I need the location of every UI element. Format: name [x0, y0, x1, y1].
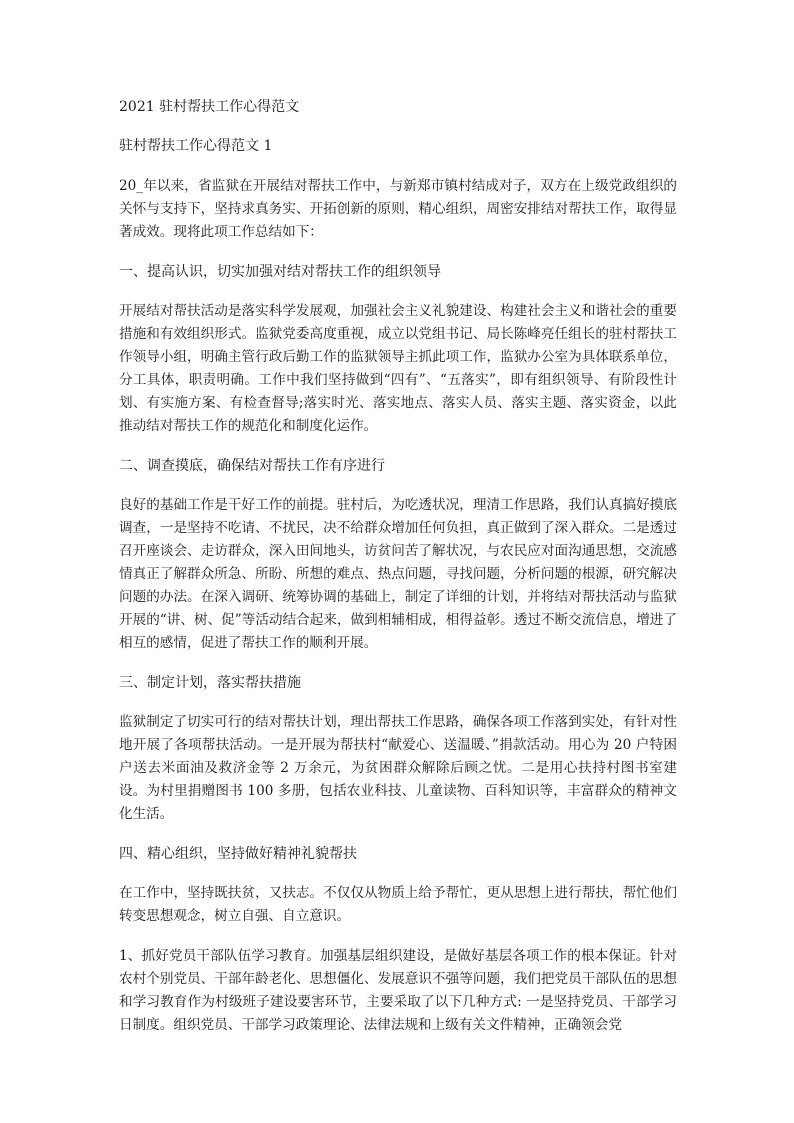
section-heading-1: 一、提高认识，切实加强对结对帮扶工作的组织领导 — [119, 264, 441, 280]
section-body-1: 开展结对帮扶活动是落实科学发展观，加强社会主义礼貌建设、构建社会主义和谐社会的重要措施和有效组织形式。监狱党委高度重视，成立以党组书记、局长陈峰亮任组长的驻村帮扶工作领导小组，明确主管行政后勤工作的监狱领导主抓此项工作，监狱办公室为具体联系单位，分工具体，职责明确。工作中我们坚持做到“四有”、“五落实”，即有组织领导、有阶段性计划、有实施方案、有检查督导;落实时光、落实地点、落实人员、落实主题、落实资金，以此推动结对帮扶工作的规范化和制度化运作。 — [119, 303, 677, 434]
closing-paragraph: 1、抓好党员干部队伍学习教育。加强基层组织建设，是做好基层各项工作的根本保证。针对农村个别党员、干部年龄老化、思想僵化、发展意识不强等问题，我们把党员干部队伍的思想和学习教育作为村级班子建设要害环节，主要采取了以下几种方式: 一是坚持党员、干部学习日制度。组织党员、干部学习政策理论、法律法规和上级有关文件精神，正确领会党 — [119, 948, 677, 1033]
section-body-3: 监狱制定了切实可行的结对帮扶计划，理出帮扶工作思路，确保各项工作落到实处，有针对性地开展了各项帮扶活动。一是开展为帮扶村“献爱心、送温暖、”捐款活动。用心为 20 户特困户送去米面油及救济金等 2 万余元，为贫困群众解除后顾之忧。二是用心扶持村图书室建设。为村里捐赠图书 100 多册，包括农业科技、儿童读物、百科知识等，丰富群众的精神文化生活。 — [119, 714, 677, 822]
section-heading-4: 四、精心组织，坚持做好精神礼貌帮扶 — [119, 846, 357, 862]
section-body-4: 在工作中，坚持既扶贫，又扶志。不仅仅从物质上给予帮忙，更从思想上进行帮扶，帮忙他们转变思想观念，树立自强、自立意识。 — [119, 885, 677, 924]
section-heading-2: 二、调查摸底，确保结对帮扶工作有序进行 — [119, 458, 385, 474]
document-title: 2021 驻村帮扶工作心得范文 — [119, 99, 300, 115]
document-page — [119, 96, 677, 1037]
section-body-2: 良好的基础工作是干好工作的前提。驻村后，为吃透状况，理清工作思路，我们认真搞好摸底调查，一是坚持不吃请、不扰民，决不给群众增加任何负担，真正做到了深入群众。二是透过召开座谈会、走访群众，深入田间地头，访贫问苦了解状况，与农民应对面沟通思想，交流感情真正了解群众所急、所盼、所想的难点、热点问题，寻找问题，分析问题的根源，研究解决问题的办法。在深入调研、统筹协调的基础上，制定了详细的计划，并将结对帮扶活动与监狱开展的“讲、树、促”等活动结合起来，做到相辅相成，相得益彰。透过不断交流信息，增进了相互的感情，促进了帮扶工作的顺利开展。 — [119, 497, 677, 651]
intro-paragraph: 20_年以来，省监狱在开展结对帮扶工作中，与新郑市镇村结成对子，双方在上级党政组织的关怀与支持下，坚持求真务实、开拓创新的原则，精心组织，周密安排结对帮扶工作，取得显著成效。现将此项工作总结如下： — [119, 178, 677, 240]
document-subtitle: 驻村帮扶工作心得范文 1 — [119, 138, 273, 154]
section-heading-3: 三、制定计划，落实帮扶措施 — [119, 675, 301, 691]
